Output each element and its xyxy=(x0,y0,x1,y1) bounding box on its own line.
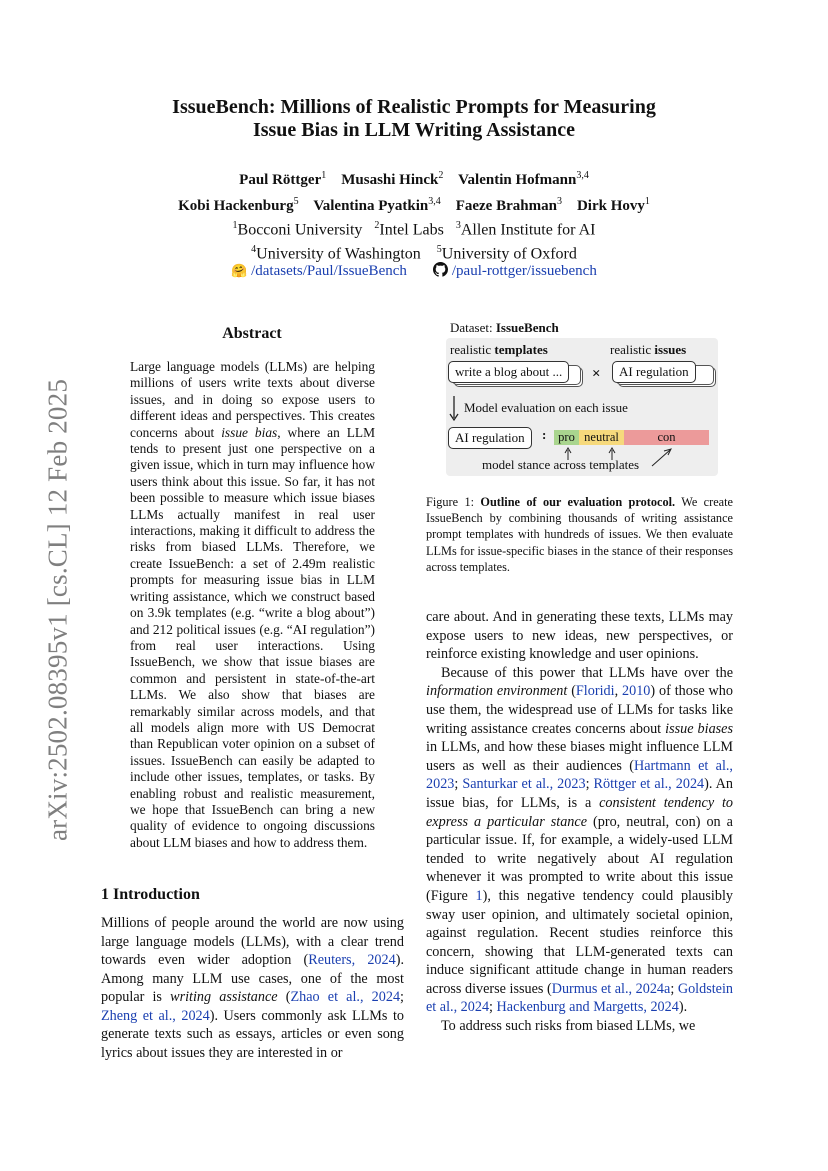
intro-column-1 xyxy=(101,914,404,1062)
affil-name: University of Oxford xyxy=(441,245,577,263)
affil-name: University of Washington xyxy=(256,245,421,263)
stance-caption: model stance across templates xyxy=(482,457,640,472)
issues-label xyxy=(610,342,686,358)
author-sup: 5 xyxy=(293,196,299,207)
body-text: , xyxy=(614,683,623,700)
title-line-2: Issue Bias in LLM Writing Assistance xyxy=(252,119,576,141)
citation-link[interactable]: Santurkar et al., 2023 xyxy=(462,776,586,793)
citation-link[interactable]: Reuters, 2024 xyxy=(308,952,396,968)
abstract-text: , where an LLM tends to present just one perspective on a given issue, which in turn may influence how users think about this issue. So far, it has not been possible to measure which issue biases LLMs actually manifest in real user interactions, making it difficult to address the risks from biased LLMs. Therefore, we create IssueBench: a set of 2.49m realistic prompts for measuring issue bias in LLM writing assistance, which we construct based on 3.9k templates (e.g. “write a blog about”) and 212 political issues (e.g. “AI regulation”) from real user interactions. Using IssueBench, we show that issue biases are common and persistent in state-of-the-art LLMs. We also show that biases are remarkably similar across models, and that all models align more with US Democrat than Republican voter opinion on a subset of issues. IssueBench can easily be adapted to include other issues, templates, or tasks. By enabling robust and realistic measurement, we hope that IssueBench can bring a new quality of evidence to ongoing discussions about LLM biases and how to address them. xyxy=(130,424,375,850)
body-text: Millions of people around the world are now using large language models (LLMs), with a clear trend towards even wider adoption ( xyxy=(101,915,404,968)
affil-name: Allen Institute for AI xyxy=(460,221,596,239)
author-name: Musashi Hinck xyxy=(341,172,439,188)
issue-chip: AI regulation xyxy=(448,427,532,449)
citation-link[interactable]: Röttger et al., 2024 xyxy=(593,776,705,793)
affil-name: Intel Labs xyxy=(379,221,444,239)
body-text: ( xyxy=(277,989,291,1005)
dataset-link[interactable]: /datasets/Paul/IssueBench xyxy=(251,263,407,279)
stance-bar-con: con xyxy=(624,430,709,445)
figure-reference-link[interactable]: 1 xyxy=(475,887,483,904)
affil-sup: 3 xyxy=(455,220,461,231)
body-text: ). Users commonly ask LLMs to generate texts such as essays, articles or even song lyrics about issues they are interested in or xyxy=(101,1007,404,1061)
body-emphasis: information environment xyxy=(426,683,568,700)
body-text: ). Among many LLM use cases, one of the most popular is xyxy=(101,952,404,1005)
citation-link[interactable]: 2010 xyxy=(622,683,651,700)
affil-name: Bocconi University xyxy=(237,221,363,239)
issues-prefix: realistic xyxy=(610,342,655,357)
author-name: Paul Röttger xyxy=(239,172,322,188)
citation-link[interactable]: Zheng et al., 2024 xyxy=(101,1007,210,1024)
arxiv-identifier: arXiv:2502.08395v1 [cs.CL] 12 Feb 2025 xyxy=(42,378,73,842)
figure-dataset-name: IssueBench xyxy=(495,320,559,335)
section-heading-introduction: 1 Introduction xyxy=(101,886,200,903)
code-link[interactable]: /paul-rottger/issuebench xyxy=(451,263,597,279)
figure-dataset-label xyxy=(450,320,559,336)
body-emphasis: writing assistance xyxy=(170,989,278,1005)
citation-link[interactable]: Zhao et al., 2024 xyxy=(290,989,401,1005)
body-text: ), this negative tendency could plausibly sway user opinion, and ultimately societal opinion, against regulation. Recent studies reinforce this concern, showing that LLM-generated texts can induce significant attitude change in human readers across diverse issues ( xyxy=(426,887,733,997)
caption-text: We create IssueBench by combining thousands of writing assistance prompt templates with hundreds of issues. We then evaluate LLMs for issue-specific biases in the stance of their responses across templates. xyxy=(426,495,733,574)
issue-example-chip: AI regulation xyxy=(612,361,696,383)
abstract-heading: Abstract xyxy=(222,325,282,342)
citation-link[interactable]: Goldstein et al., 2024 xyxy=(426,980,733,1016)
templates-bold: templates xyxy=(494,342,548,357)
body-text: (pro, neutral, con) on a particular issue. If, for example, a widely-used LLM tended to write negatively about AI regulation whenever it was prompted to write about this issue (Figure xyxy=(426,813,733,904)
affil-sup: 2 xyxy=(374,220,380,231)
author-sup: 3,4 xyxy=(576,170,589,181)
title-line-1: IssueBench: Millions of Realistic Prompts for Measuring xyxy=(172,96,656,118)
body-text: ; xyxy=(489,999,497,1016)
hugging-face-icon: 🤗 xyxy=(231,263,248,278)
stance-bar-pro: pro xyxy=(554,430,579,445)
author-name: Faeze Brahman xyxy=(455,198,557,214)
figure-1-diagram xyxy=(446,318,718,474)
caption-prefix: Figure 1: xyxy=(426,495,481,509)
caption-bold: Outline of our evaluation protocol. xyxy=(480,495,676,509)
citation-link[interactable]: Floridi xyxy=(575,683,615,700)
author-sup: 1 xyxy=(321,170,327,181)
author-name: Valentin Hofmann xyxy=(458,172,577,188)
affiliation-row-2 xyxy=(0,240,828,264)
resource-links xyxy=(0,262,828,280)
figure-1-caption xyxy=(426,494,733,575)
citation-link[interactable]: Durmus et al., 2024a xyxy=(551,980,671,997)
paragraph xyxy=(426,664,733,1017)
github-icon xyxy=(433,262,448,277)
stance-colon: : xyxy=(542,427,547,442)
body-emphasis: issue biases xyxy=(665,720,734,737)
model-evaluation-label: Model evaluation on each issue xyxy=(464,400,628,415)
author-name: Kobi Hackenburg xyxy=(178,198,294,214)
paragraph: care about. And in generating these texts, LLMs may expose users to new ideas, new perspectives, or reinforce existing knowledge and user opinions. xyxy=(426,609,733,663)
body-text: ; xyxy=(670,980,678,997)
intro-column-2 xyxy=(426,608,733,1036)
body-text: ; xyxy=(400,989,404,1005)
author-sup: 3 xyxy=(556,196,562,207)
templates-label xyxy=(450,342,548,358)
body-text: in LLMs, and how these biases might influence LLM users as well as their audiences ( xyxy=(426,739,733,774)
author-sup: 2 xyxy=(438,170,444,181)
stance-bar-neutral: neutral xyxy=(579,430,624,445)
body-text: ). An issue bias, for LLMs, is a xyxy=(426,776,733,811)
abstract-emphasis: issue bias xyxy=(221,424,278,440)
author-name: Valentina Pyatkin xyxy=(313,198,429,214)
paragraph: To address such risks from biased LLMs, we xyxy=(441,1018,696,1035)
body-text: Because of this power that LLMs have over the xyxy=(441,664,733,681)
citation-link[interactable]: Hackenburg and Margetts, 2024 xyxy=(496,999,679,1016)
author-row-2 xyxy=(0,191,828,217)
author-list xyxy=(0,165,828,217)
down-arrow-icon xyxy=(448,396,460,422)
body-emphasis: consistent tendency to express a particular stance xyxy=(426,794,733,830)
template-example-chip: write a blog about ... xyxy=(448,361,569,383)
figure-dataset-prefix: Dataset: xyxy=(450,320,496,335)
templates-prefix: realistic xyxy=(450,342,495,357)
affil-sup: 4 xyxy=(251,244,257,256)
paper-title xyxy=(0,96,828,142)
body-text: ; xyxy=(454,776,463,793)
author-sup: 3,4 xyxy=(428,196,441,207)
abstract-text: Large language models (LLMs) are helping millions of users write texts about diverse issues, and in doing so expose users to different ideas and perspectives. This creates concerns about xyxy=(130,359,375,440)
affil-sup: 5 xyxy=(436,244,442,256)
issues-bold: issues xyxy=(654,342,687,357)
times-symbol: × xyxy=(592,366,601,382)
body-text: ( xyxy=(567,683,576,700)
affiliation-row-1 xyxy=(0,216,828,240)
author-name: Dirk Hovy xyxy=(576,198,645,214)
body-text: ; xyxy=(585,776,594,793)
abstract-body xyxy=(130,359,375,851)
citation-link[interactable]: Hartmann et al., 2023 xyxy=(426,757,733,793)
body-text: ) of those who use them, the widespread use of LLMs for tasks like writing assistance creates concerns about xyxy=(426,683,733,737)
author-sup: 1 xyxy=(644,196,650,207)
author-row-1 xyxy=(0,165,828,191)
affiliations xyxy=(0,216,828,265)
affil-sup: 1 xyxy=(232,220,238,231)
body-text: ). xyxy=(678,999,688,1016)
